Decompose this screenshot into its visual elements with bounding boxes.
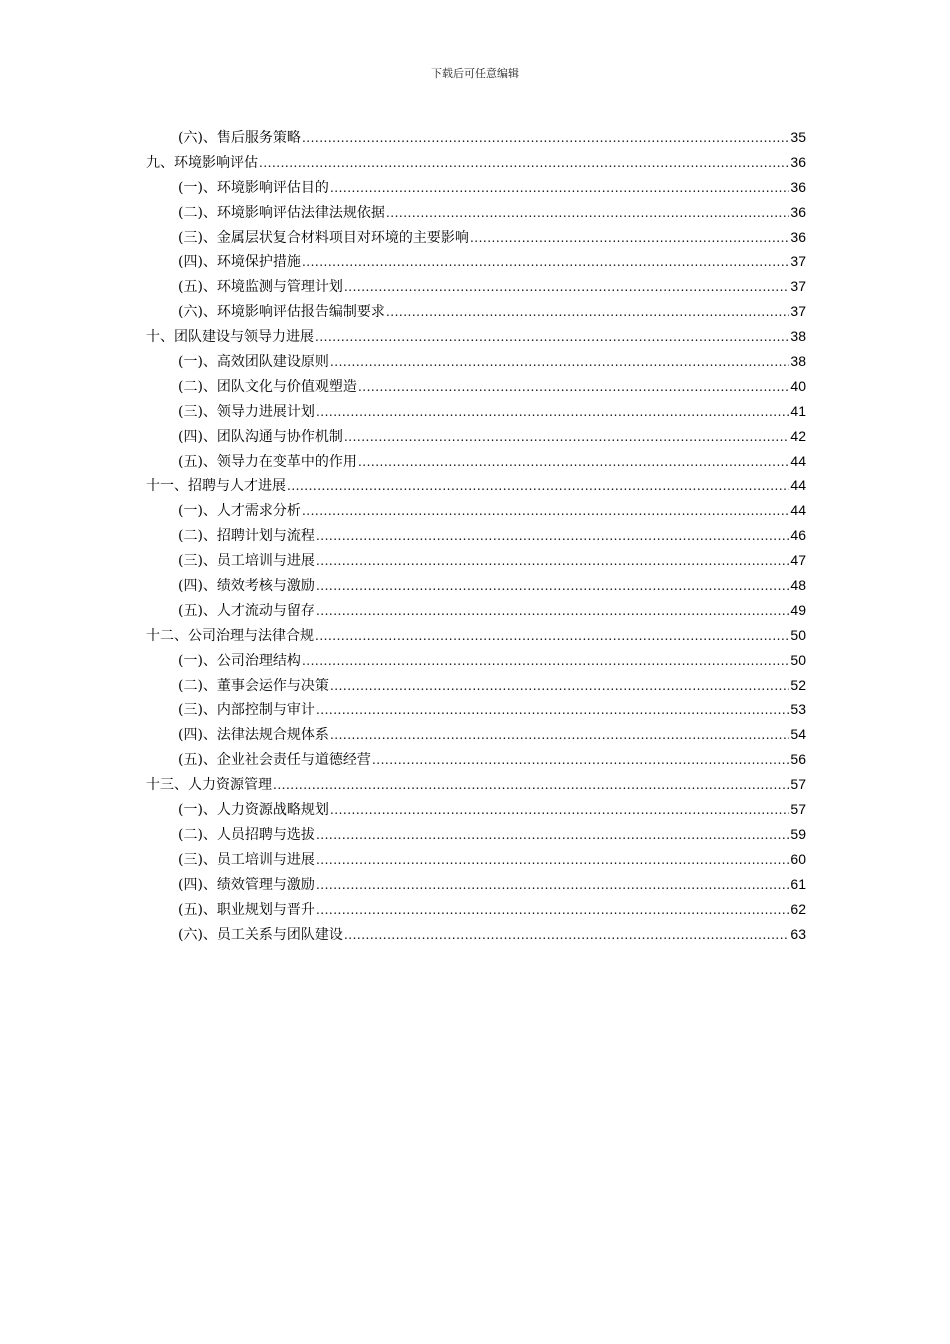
toc-page-number: 35 [790,129,806,145]
toc-entry-label: (一)、环境影响评估目的 [178,179,329,196]
toc-dot-leader [316,600,789,622]
toc-dot-leader [344,924,789,946]
toc-page-number: 40 [790,377,806,394]
toc-section-entry[interactable] [146,499,806,524]
toc-dot-leader [259,152,789,174]
toc-chapter-entry[interactable] [146,151,806,176]
toc-dot-leader [344,426,789,448]
table-of-contents [146,126,806,947]
toc-page-number: 57 [790,801,806,818]
toc-section-entry[interactable] [146,798,806,823]
toc-page-number: 57 [790,776,806,793]
toc-dot-leader [330,177,789,199]
toc-page-number: 37 [790,253,806,270]
toc-entry-label: 十二、公司治理与法律合规 [146,627,314,644]
toc-page-number: 56 [790,751,806,768]
toc-page-number: 47 [790,552,806,569]
toc-page-number: 36 [790,228,806,245]
toc-entry-label: (二)、招聘计划与流程 [178,528,315,545]
toc-page-number: 49 [790,601,806,618]
toc-page-number: 60 [790,850,806,867]
toc-entry-label: (三)、领导力进展计划 [178,403,315,420]
toc-entry-label: 九、环境影响评估 [146,154,258,171]
toc-dot-leader [358,451,789,473]
toc-dot-leader [273,774,789,796]
toc-entry-label: (一)、公司治理结构 [178,652,301,669]
toc-section-entry[interactable] [146,898,806,923]
toc-page-number: 37 [790,278,806,295]
toc-page-number: 50 [790,626,806,643]
toc-dot-leader [316,899,789,921]
toc-dot-leader [330,724,789,746]
toc-page-number: 38 [790,328,806,345]
toc-dot-leader [316,874,789,896]
toc-section-entry[interactable] [146,250,806,275]
toc-entry-label: (五)、企业社会责任与道德经营 [178,752,371,769]
toc-section-entry[interactable] [146,823,806,848]
toc-entry-label: (二)、人员招聘与选拔 [178,826,315,843]
toc-dot-leader [344,276,789,298]
toc-dot-leader [316,401,789,423]
toc-section-entry[interactable] [146,873,806,898]
toc-dot-leader [316,575,789,597]
toc-section-entry[interactable] [146,300,806,325]
toc-section-entry[interactable] [146,425,806,450]
toc-entry-label: (一)、人才需求分析 [178,503,301,520]
toc-entry-label: (四)、环境保护措施 [178,254,301,271]
toc-page-number: 59 [790,825,806,842]
toc-section-entry[interactable] [146,574,806,599]
toc-entry-label: (六)、售后服务策略 [178,130,301,146]
toc-section-entry[interactable] [146,375,806,400]
toc-section-entry[interactable] [146,649,806,674]
toc-page-number: 36 [790,203,806,220]
toc-entry-label: 十三、人力资源管理 [146,777,272,794]
toc-chapter-entry[interactable] [146,474,806,499]
toc-entry-label: (三)、金属层状复合材料项目对环境的主要影响 [178,229,469,246]
toc-dot-leader [315,326,789,348]
toc-chapter-entry[interactable] [146,624,806,649]
toc-entry-label: (四)、团队沟通与协作机制 [178,428,343,445]
toc-dot-leader [386,202,789,224]
toc-section-entry[interactable] [146,126,806,151]
toc-chapter-entry[interactable] [146,773,806,798]
toc-dot-leader [302,500,789,522]
toc-page-number: 46 [790,527,806,544]
toc-page-number: 61 [790,875,806,892]
toc-entry-label: (一)、人力资源战略规划 [178,802,329,819]
toc-dot-leader [316,849,789,871]
toc-dot-leader [316,525,789,547]
toc-entry-label: 十一、招聘与人才进展 [146,478,286,495]
toc-entry-label: (二)、团队文化与价值观塑造 [178,378,357,395]
toc-entry-label: (三)、员工培训与进展 [178,553,315,570]
toc-dot-leader [302,127,789,149]
toc-page-number: 36 [790,153,806,170]
toc-dot-leader [316,550,789,572]
toc-page-number: 62 [790,900,806,917]
toc-section-entry[interactable] [146,723,806,748]
toc-page-number: 37 [790,303,806,320]
toc-page-number: 48 [790,577,806,594]
toc-page-number: 44 [790,502,806,519]
toc-dot-leader [316,824,789,846]
toc-dot-leader [330,799,789,821]
toc-section-entry[interactable] [146,524,806,549]
toc-chapter-entry[interactable] [146,325,806,350]
toc-entry-label: (五)、人才流动与留存 [178,602,315,619]
toc-dot-leader [358,376,789,398]
toc-section-entry[interactable] [146,674,806,699]
toc-section-entry[interactable] [146,599,806,624]
toc-entry-label: (四)、绩效考核与激励 [178,578,315,595]
toc-section-entry[interactable] [146,848,806,873]
toc-section-entry[interactable] [146,400,806,425]
toc-section-entry[interactable] [146,350,806,375]
toc-page-number: 63 [790,925,806,942]
toc-entry-label: (三)、内部控制与审计 [178,702,315,719]
toc-section-entry[interactable] [146,549,806,574]
toc-dot-leader [372,749,789,771]
toc-entry-label: (五)、职业规划与晋升 [178,901,315,918]
toc-entry-label: (六)、环境影响评估报告编制要求 [178,304,385,321]
toc-page-number: 42 [790,427,806,444]
toc-section-entry[interactable] [146,201,806,226]
toc-page-number: 44 [790,452,806,469]
toc-entry-label: (四)、绩效管理与激励 [178,876,315,893]
toc-entry-label: (五)、领导力在变革中的作用 [178,453,357,470]
toc-section-entry[interactable] [146,275,806,300]
toc-entry-label: (三)、员工培训与进展 [178,851,315,868]
toc-dot-leader [316,699,789,721]
toc-section-entry[interactable] [146,748,806,773]
toc-page-number: 52 [790,676,806,693]
toc-page-number: 53 [790,701,806,718]
toc-entry-label: (六)、员工关系与团队建设 [178,926,343,943]
toc-section-entry[interactable] [146,226,806,251]
toc-section-entry[interactable] [146,176,806,201]
toc-dot-leader [287,475,789,497]
toc-dot-leader [470,227,789,249]
toc-entry-label: (一)、高效团队建设原则 [178,354,329,371]
toc-dot-leader [302,251,789,273]
toc-dot-leader [302,650,789,672]
toc-page-number: 41 [790,402,806,419]
toc-page-number: 44 [790,477,806,494]
toc-entry-label: (四)、法律法规合规体系 [178,727,329,744]
toc-entry-label: (五)、环境监测与管理计划 [178,279,343,296]
toc-page-number: 54 [790,726,806,743]
page-header: 下载后可任意编辑 [431,67,519,80]
toc-page-number: 38 [790,353,806,370]
toc-entry-label: (二)、环境影响评估法律法规依据 [178,204,385,221]
toc-dot-leader [386,301,789,323]
toc-page-number: 36 [790,178,806,195]
toc-section-entry[interactable] [146,450,806,475]
toc-entry-label: 十、团队建设与领导力进展 [146,329,314,346]
toc-page-number: 50 [790,651,806,668]
toc-dot-leader [315,625,789,647]
toc-section-entry[interactable] [146,923,806,948]
toc-dot-leader [330,675,789,697]
toc-section-entry[interactable] [146,698,806,723]
toc-entry-label: (二)、董事会运作与决策 [178,677,329,694]
toc-dot-leader [330,351,789,373]
